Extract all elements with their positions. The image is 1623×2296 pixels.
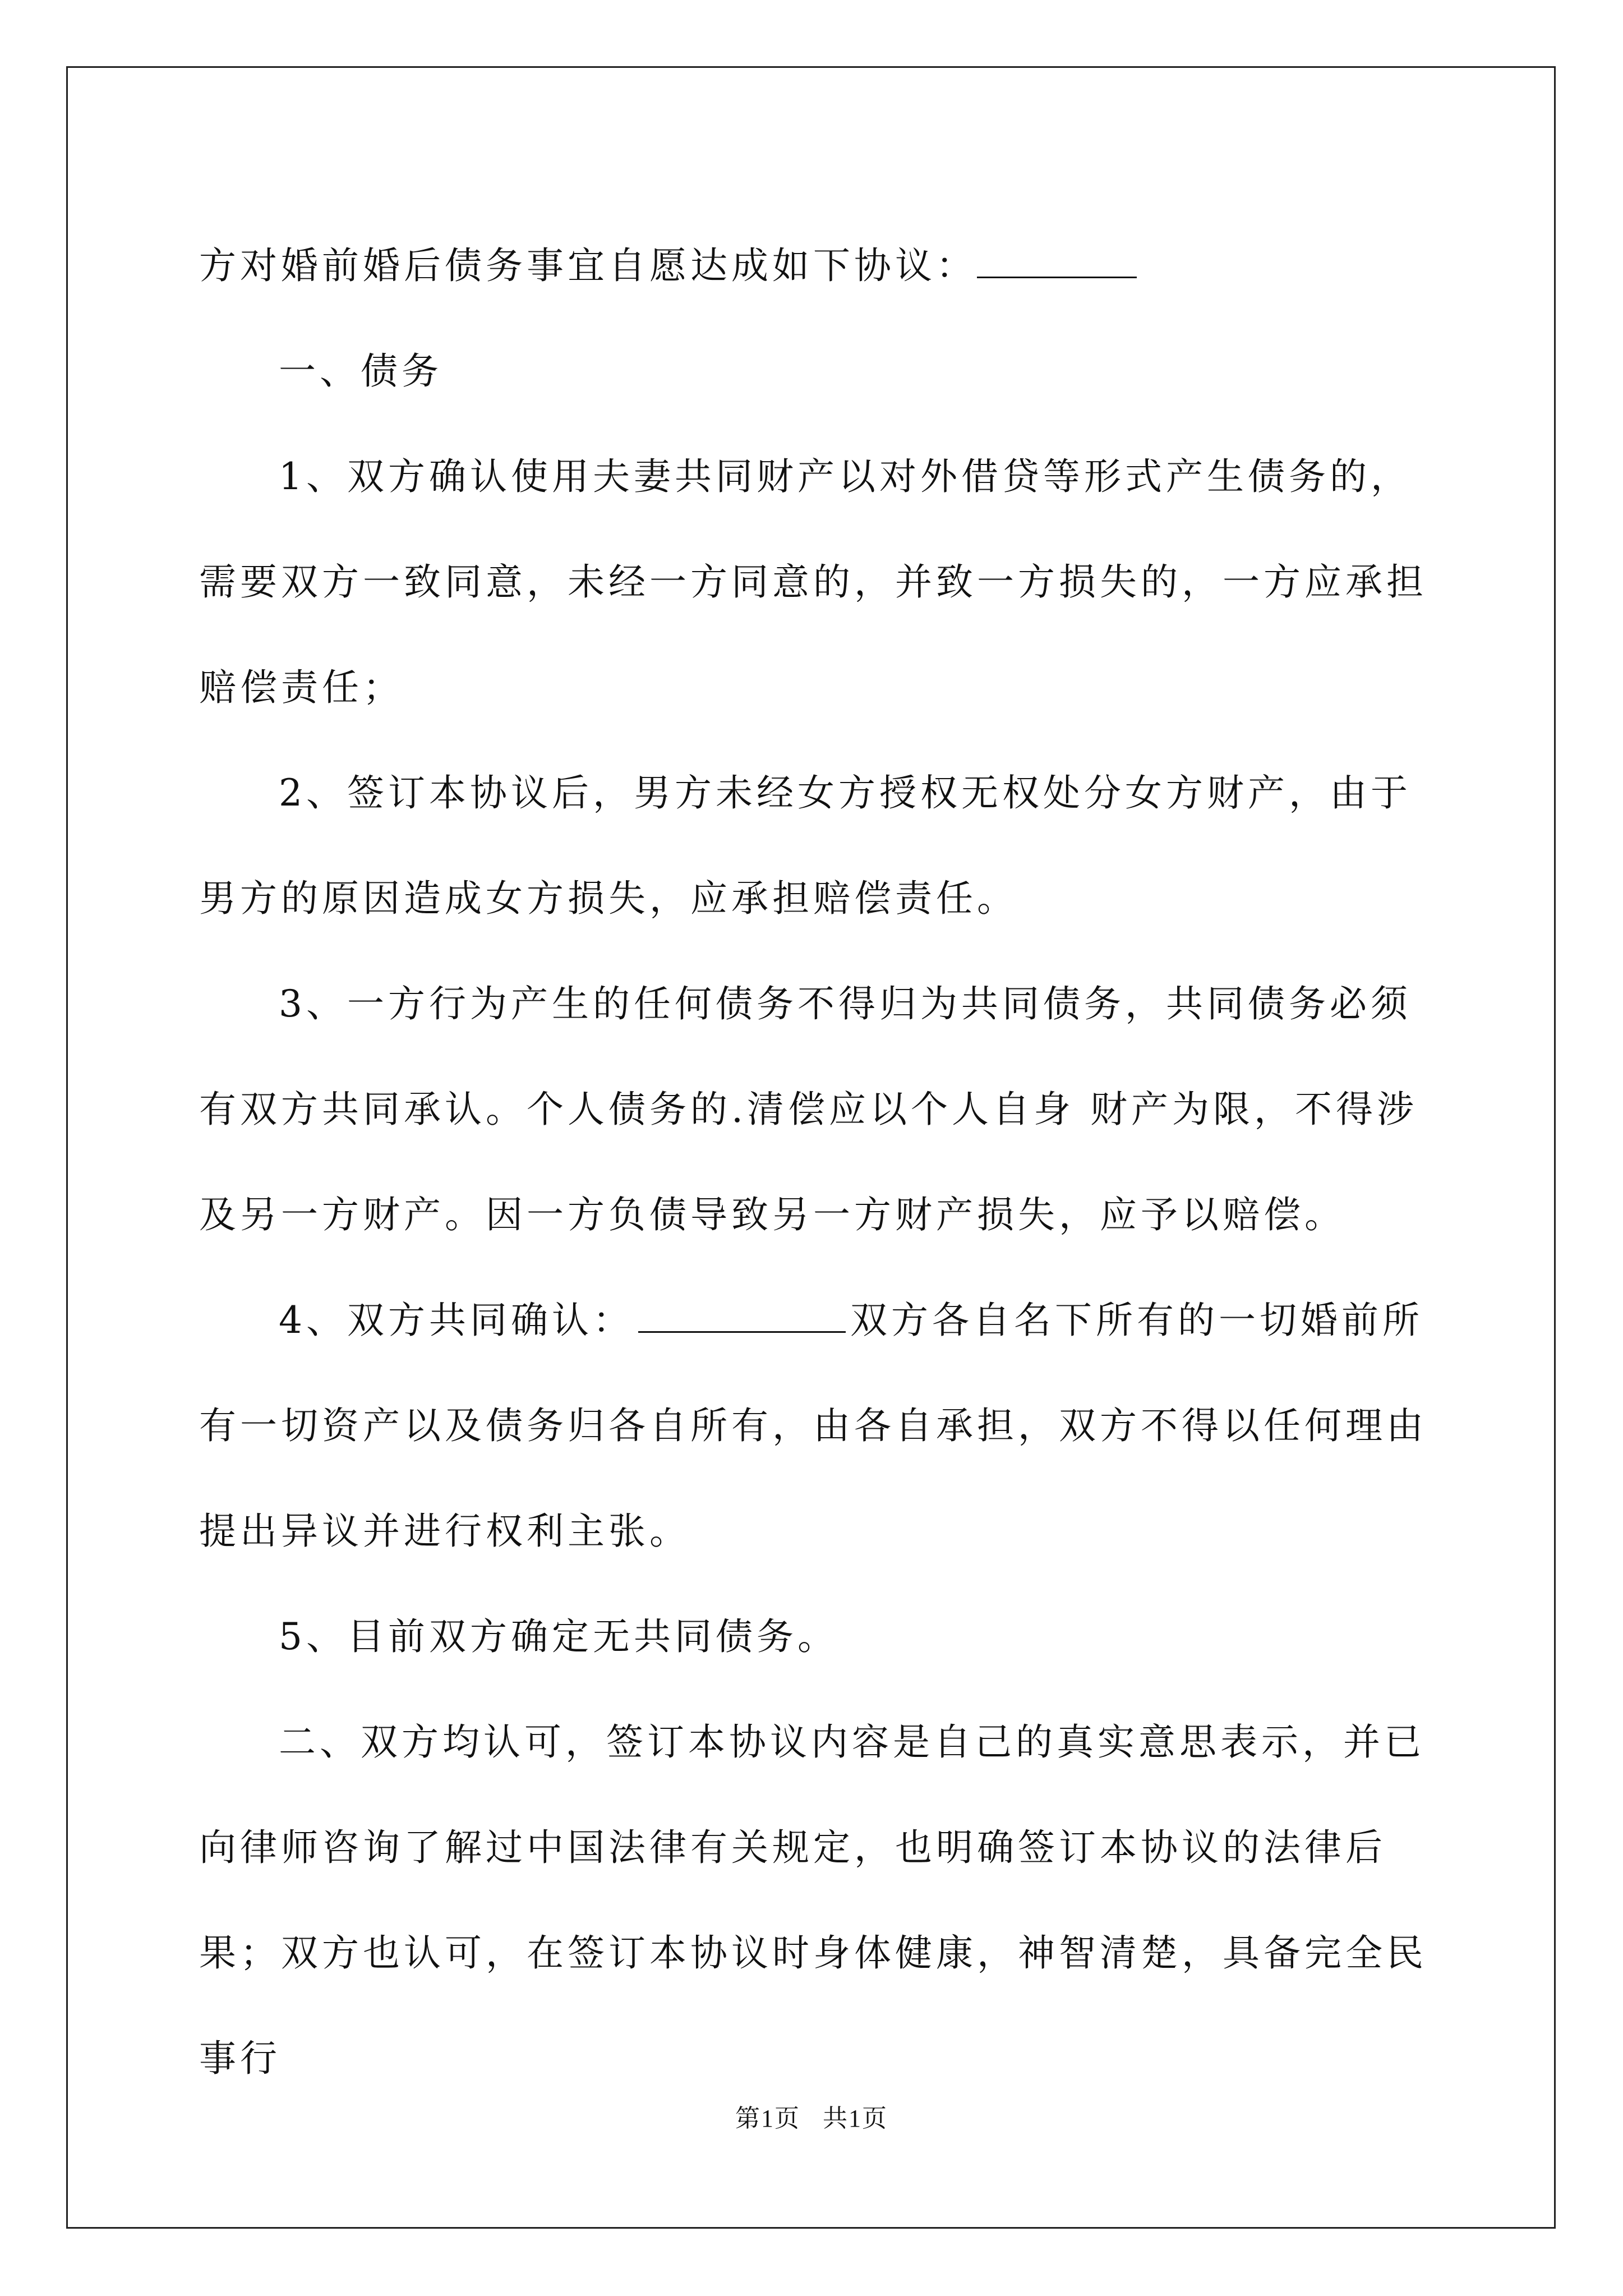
clause-4-prefix: 4、双方共同确认： [279, 1299, 634, 1342]
clause-1: 1、双方确认使用夫妻共同财产以对外借贷等形式产生债务的，需要双方一致同意，未经一方同意的，并致一方损失的，一方应承担赔偿责任； [199, 455, 1427, 709]
clause-5: 5、目前双方确定无共同债务。 [279, 1615, 838, 1658]
section-2: 二、双方均认可，签订本协议内容是自己的真实意思表示，并已向律师咨询了解过中国法律有关规定，也明确签订本协议的法律后果；双方也认可，在签订本协议时身体健康，神智清楚，具备完全民事行 [199, 1720, 1427, 2080]
document-body [199, 213, 1427, 2111]
heading-debt: 一、债务 [279, 349, 442, 393]
paragraph-intro [199, 213, 1427, 319]
clause-3: 3、一方行为产生的任何债务不得归为共同债务，共同债务必须有双方共同承认。个人债务的.清偿应以个人自身 财产为限，不得涉及另一方财产。因一方负债导致另一方财产损失，应予以赔偿。 [199, 982, 1418, 1236]
intro-text: 方对婚前婚后债务事宜自愿达成如下协议： [199, 244, 977, 287]
clause-4 [199, 1268, 1427, 1584]
page-footer [0, 2098, 1623, 2134]
page-total: 共1页 [823, 2105, 888, 2132]
clause-4-suffix: 双方各自名下所有的一切婚前所有一切资产以及债务归各自所有，由各自承担，双方不得以任何理由提出异议并进行权利主张。 [199, 1299, 1427, 1553]
clause-2: 2、签订本协议后，男方未经女方授权无权处分女方财产，由于男方的原因造成女方损失，应承担赔偿责任。 [199, 771, 1412, 920]
page-number: 第1页 [735, 2105, 800, 2132]
blank-line [977, 247, 1137, 278]
blank-line [638, 1302, 846, 1333]
